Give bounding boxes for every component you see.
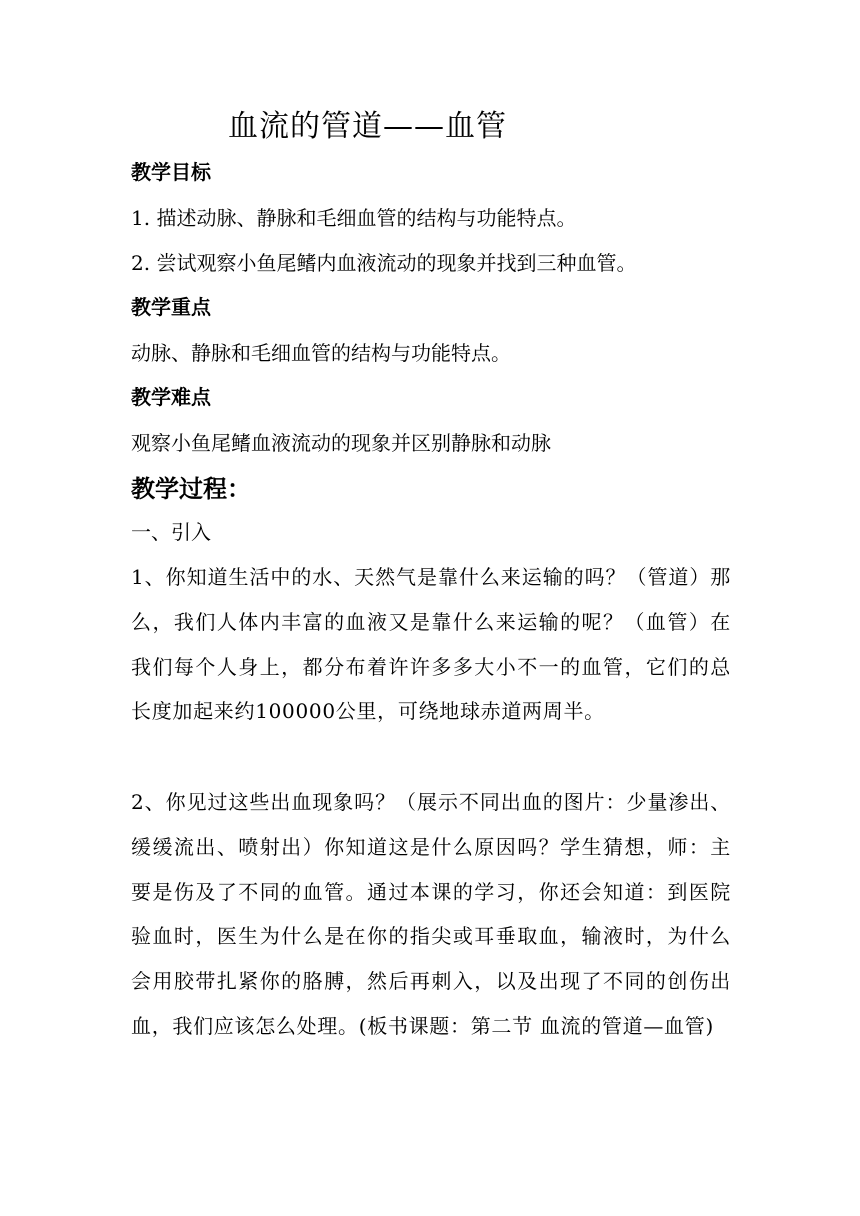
goals-heading: 教学目标 <box>131 160 211 184</box>
key-points-heading: 教学重点 <box>131 295 211 319</box>
process-heading: 教学过程： <box>131 475 251 503</box>
difficulty-heading: 教学难点 <box>131 385 211 409</box>
intro-heading: 一、引入 <box>131 520 211 544</box>
difficulty-text: 观察小鱼尾鳍血液流动的现象并区别静脉和动脉 <box>131 431 551 455</box>
goal-item: 1. 描述动脉、静脉和毛细血管的结构与功能特点。 <box>131 206 577 230</box>
paragraph-1: 1、你知道生活中的水、天然气是靠什么来运输的吗？（管道）那么，我们人体内丰富的血液又是靠什么来运输的呢？（血管）在我们每个人身上，都分布着许许多多大小不一的血管，它们的总长度加起来约100000公里，可绕地球赤道两周半。 <box>131 565 731 724</box>
key-points-text: 动脉、静脉和毛细血管的结构与功能特点。 <box>131 341 511 365</box>
paragraph-2: 2、你见过这些出血现象吗？（展示不同出血的图片：少量渗出、缓缓流出、喷射出）你知道这是什么原因吗？学生猜想，师：主要是伤及了不同的血管。通过本课的学习，你还会知道：到医院验血时，医生为什么是在你的指尖或耳垂取血，输液时，为什么会用胶带扎紧你的胳膊，然后再刺入，以及出现了不同的创伤出血，我们应该怎么处理。(板书课题：第二节 血流的管道—血管) <box>131 790 731 1038</box>
goal-item: 2. 尝试观察小鱼尾鳍内血液流动的现象并找到三种血管。 <box>131 251 637 275</box>
document-title: 血流的管道——血管 <box>228 109 507 144</box>
